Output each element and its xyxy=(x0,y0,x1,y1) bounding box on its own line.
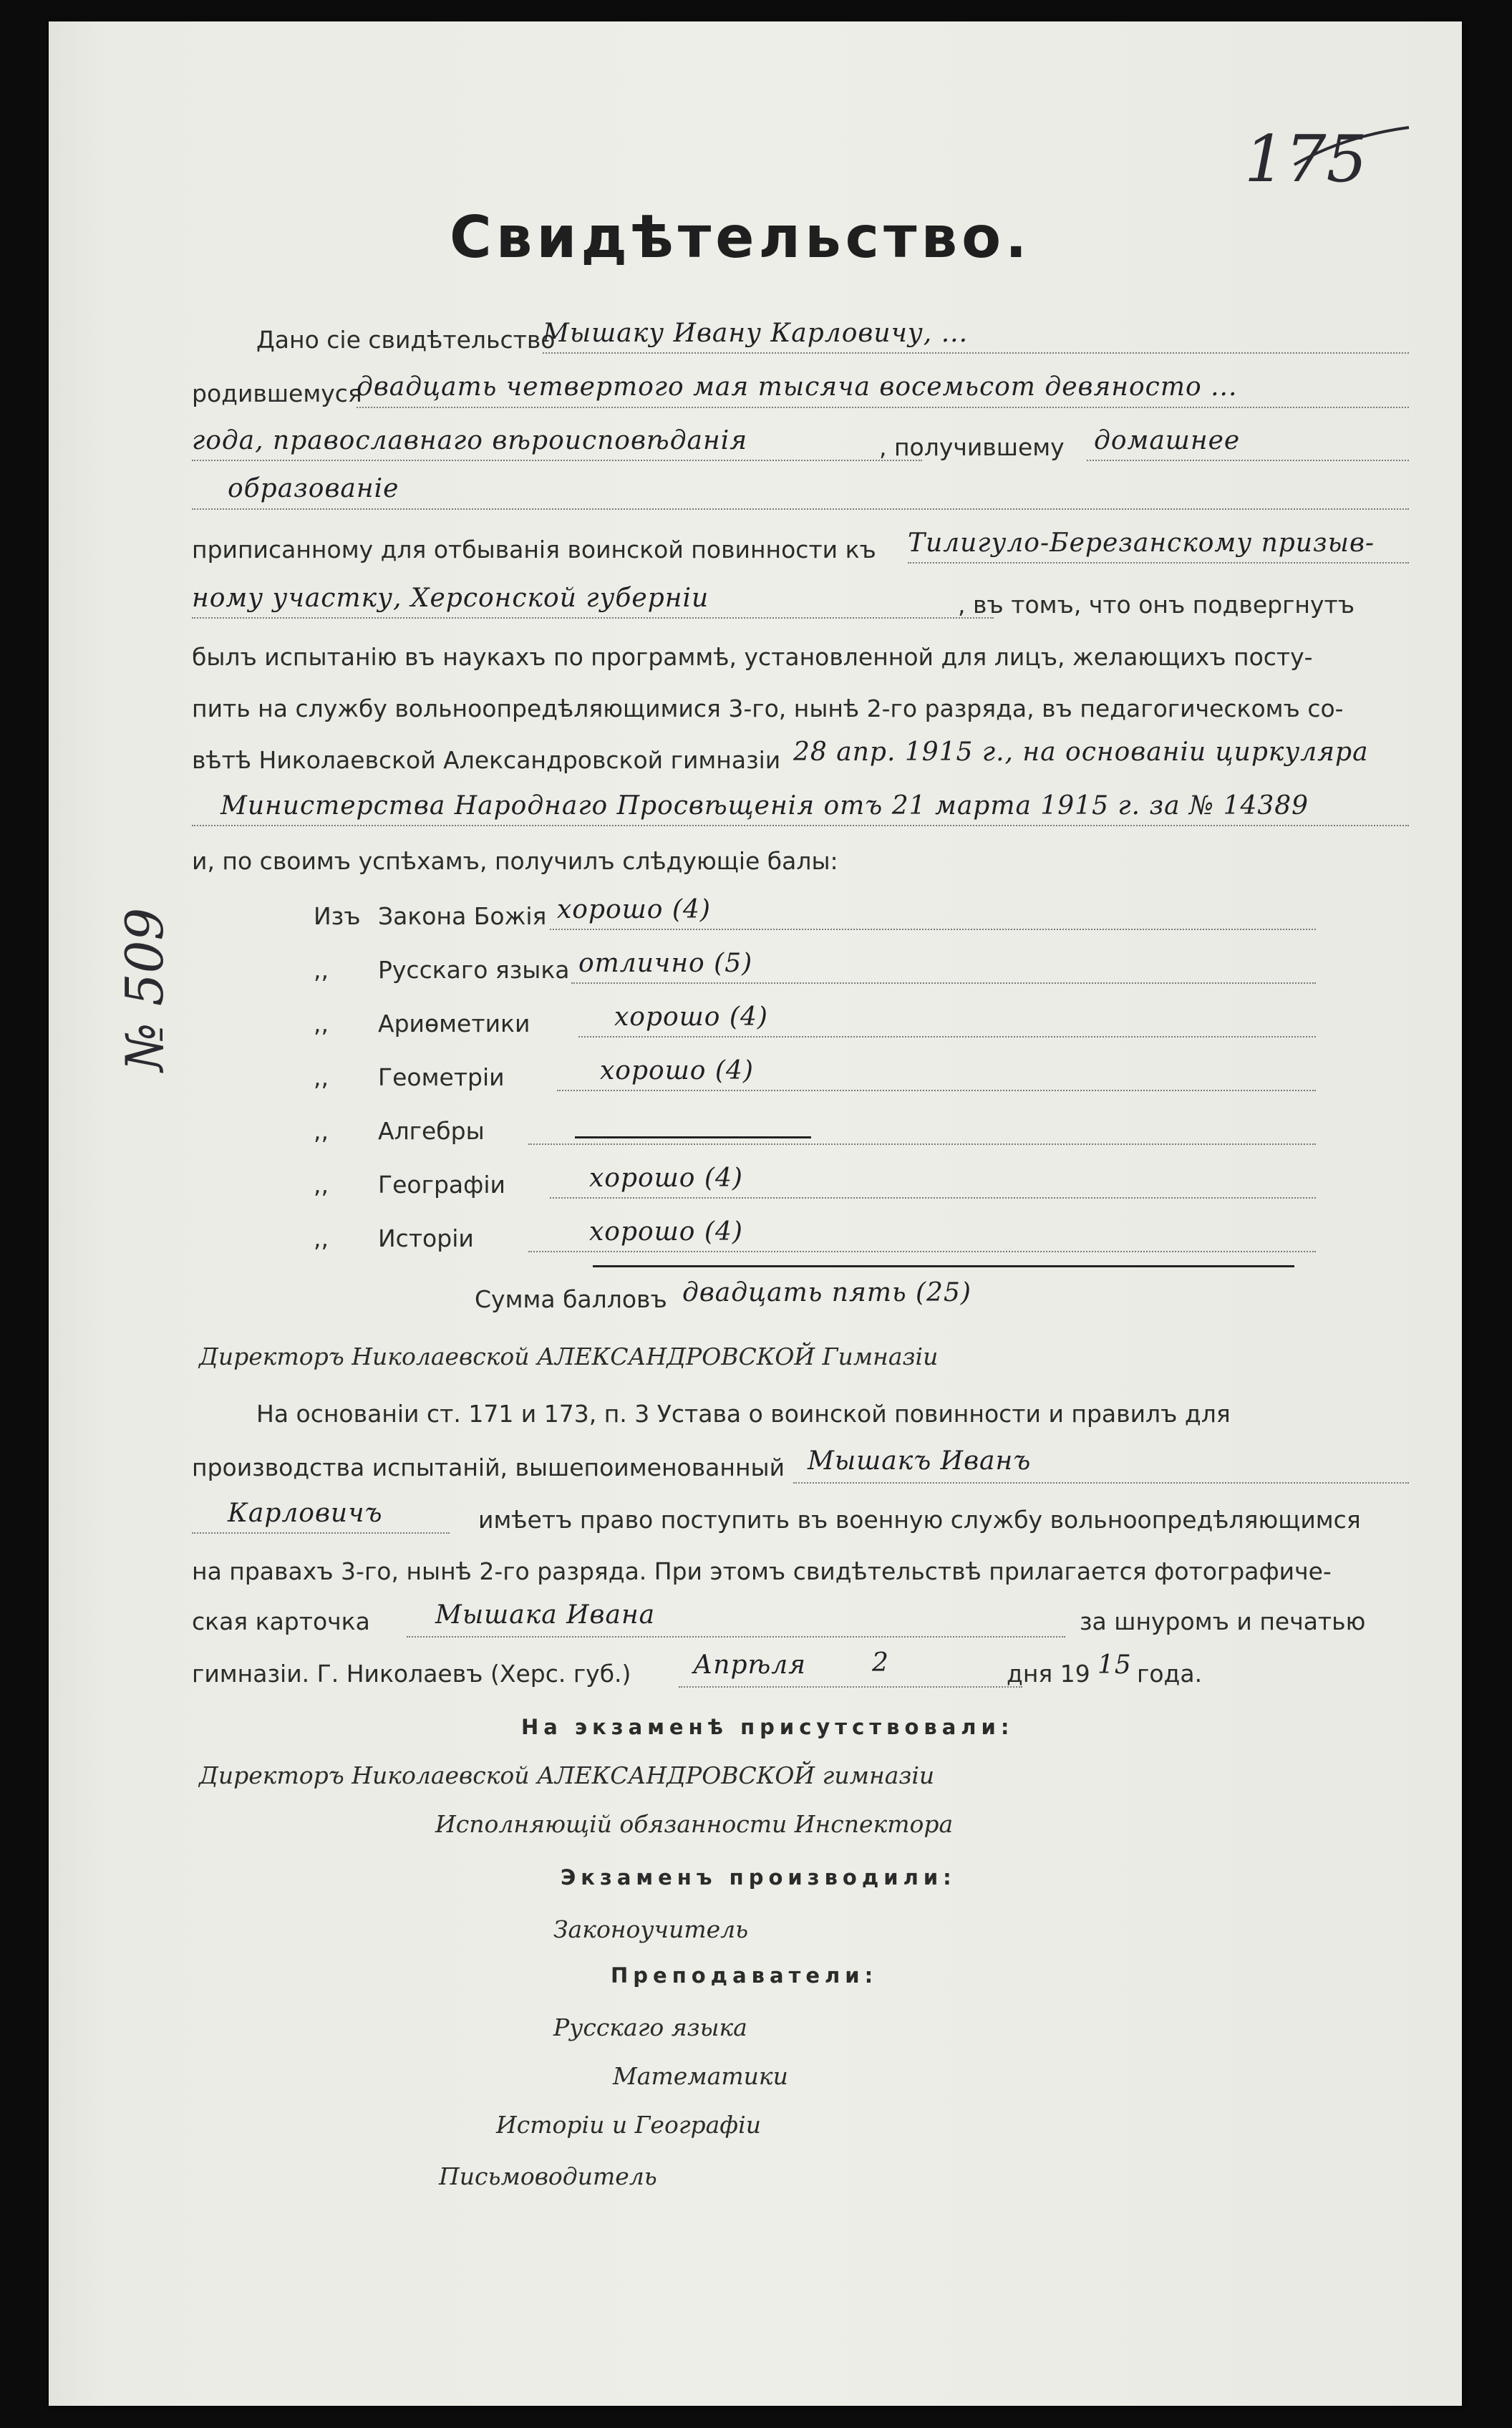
grade-prefix: ,, xyxy=(314,1224,329,1252)
education-value: домашнее xyxy=(1094,426,1241,455)
document-title: Свидѣтельство. xyxy=(450,204,1032,271)
dotted-line xyxy=(543,352,1409,354)
candidate-patronymic: Карловичъ xyxy=(228,1499,383,1528)
dotted-line xyxy=(578,1036,1316,1038)
grade-value: хорошо (4) xyxy=(614,1002,768,1032)
dotted-line xyxy=(793,1482,1409,1484)
director-line: Директоръ Николаевской АЛЕКСАНДРОВСКОЙ Гимназіи xyxy=(199,1343,939,1370)
assigned-label: приписанному для отбыванія воинской повинности къ xyxy=(192,536,876,564)
teacher-russian: Русскаго языка xyxy=(553,2013,747,2041)
grade-prefix: ,, xyxy=(314,956,329,984)
para2-line-1: На основаніи ст. 171 и 173, п. 3 Устава о воинской повинности и правилъ для xyxy=(256,1400,1231,1428)
assigned-value: Тилигуло-Березанскому призыв- xyxy=(908,528,1375,558)
dotted-line xyxy=(550,1197,1316,1199)
received-label: , получившему xyxy=(879,433,1065,461)
examiners-heading: Экзаменъ производили: xyxy=(561,1865,956,1890)
grade-prefix: ,, xyxy=(314,1171,329,1199)
grade-subject: Ариѳметики xyxy=(378,1010,530,1038)
religion-value: года, православнаго вѣроисповѣданія xyxy=(192,426,748,455)
grade-prefix: ,, xyxy=(314,1063,329,1091)
grade-subject: Исторіи xyxy=(378,1224,474,1252)
grade-prefix: Изъ xyxy=(314,902,361,930)
given-value: Мышаку Ивану Карловичу, ... xyxy=(543,319,969,348)
grade-subject: Геометріи xyxy=(378,1063,505,1091)
month-value: Апрѣля xyxy=(693,1650,807,1680)
body-line-4: былъ испытанію въ наукахъ по программѣ, установленной для лицъ, желающихъ посту- xyxy=(192,643,1313,671)
dotted-line xyxy=(192,1532,450,1534)
dotted-line xyxy=(528,1251,1316,1252)
page-number-flourish xyxy=(1287,122,1416,172)
grade-value: хорошо (4) xyxy=(557,895,711,924)
born-label: родившемуся xyxy=(192,379,362,407)
grade-subject: Закона Божія xyxy=(378,902,547,930)
ministry-circular-value: Министерства Народнаго Просвѣщенія отъ 21 марта 1915 г. за № 14389 xyxy=(220,791,1309,821)
photo-tail: за шнуромъ и печатью xyxy=(1080,1607,1366,1635)
clerk: Письмоводитель xyxy=(439,2162,657,2190)
dotted-line xyxy=(528,1143,1316,1145)
day-value: 2 xyxy=(872,1648,889,1678)
grade-prefix: ,, xyxy=(314,1117,329,1145)
dotted-line xyxy=(571,982,1316,984)
algebra-dash xyxy=(575,1136,811,1138)
grade-subject: Алгебры xyxy=(378,1117,485,1145)
sum-label: Сумма балловъ xyxy=(475,1285,667,1313)
photo-owner: Мышака Ивана xyxy=(435,1600,656,1630)
grade-row xyxy=(314,999,1316,1049)
dotted-line xyxy=(679,1686,1022,1688)
given-label: Дано сіе свидѣтельство xyxy=(256,326,556,354)
dotted-line xyxy=(908,562,1409,564)
certificate-sheet xyxy=(49,21,1462,2406)
year-value: 15 xyxy=(1097,1650,1132,1680)
grade-value: хорошо (4) xyxy=(589,1217,743,1247)
teacher-math: Математики xyxy=(613,2062,788,2090)
para2-line-3-label: имѣетъ право поступить въ военную службу вольноопредѣляющимся xyxy=(478,1506,1361,1534)
exam-date-value: 28 апр. 1915 г., на основаніи циркуляра xyxy=(793,737,1369,767)
body-line-6-label: вѣтѣ Николаевской Александровской гимназіи xyxy=(192,746,781,774)
dotted-line xyxy=(407,1636,1065,1638)
law-teacher: Законоучитель xyxy=(553,1915,749,1943)
dotted-line xyxy=(192,617,994,619)
grade-row xyxy=(314,1106,1316,1156)
body-line-5: пить на службу вольноопредѣляющимися 3-го, нынѣ 2-го разряда, въ педагогическомъ со- xyxy=(192,695,1344,722)
dotted-line xyxy=(557,1090,1316,1091)
grade-value: хорошо (4) xyxy=(589,1164,743,1193)
grade-row xyxy=(314,945,1316,995)
grade-row xyxy=(314,1160,1316,1210)
para2-line-4: на правахъ 3-го, нынѣ 2-го разряда. При этомъ свидѣтельствѣ прилагается фотографиче- xyxy=(192,1557,1332,1585)
dotted-line xyxy=(192,825,1409,826)
para2-line-2-label: производства испытаній, вышепоименованный xyxy=(192,1454,785,1481)
day-label: дня 19 xyxy=(1007,1660,1090,1688)
dotted-line xyxy=(357,407,1409,408)
present-director: Директоръ Николаевской АЛЕКСАНДРОВСКОЙ гимназіи xyxy=(199,1761,935,1789)
stamp-number-box xyxy=(106,881,213,1095)
assigned-value-2: ному участку, Херсонской губерніи xyxy=(192,584,709,613)
dotted-line xyxy=(550,929,1316,930)
dotted-line xyxy=(192,508,1409,510)
grade-prefix: ,, xyxy=(314,1010,329,1038)
grade-row xyxy=(314,891,1316,942)
stamp-number: № 509 xyxy=(115,907,175,1072)
grade-value: отлично (5) xyxy=(578,949,753,978)
city-label: гимназіи. Г. Николаевъ (Херс. губ.) xyxy=(192,1660,631,1688)
grade-subject: Географіи xyxy=(378,1171,505,1199)
teacher-history: Исторіи и Географіи xyxy=(496,2111,761,2139)
line3-tail: , въ томъ, что онъ подвергнутъ xyxy=(958,591,1355,619)
dotted-line xyxy=(1087,460,1409,461)
present-inspector: Исполняющій обязанности Инспектора xyxy=(435,1810,954,1838)
year-label: года. xyxy=(1137,1660,1203,1688)
born-value: двадцать четвертого мая тысяча восемьсот девяносто ... xyxy=(357,372,1238,402)
grades-total-rule xyxy=(593,1265,1294,1267)
teachers-heading: Преподаватели: xyxy=(611,1963,878,1988)
dotted-line xyxy=(192,460,922,461)
page-number: 175 xyxy=(1244,122,1367,197)
grade-value: хорошо (4) xyxy=(600,1056,754,1085)
candidate-name: Мышакъ Иванъ xyxy=(808,1446,1032,1476)
grade-row xyxy=(314,1214,1316,1264)
body-line-8: и, по своимъ успѣхамъ, получилъ слѣдующіе балы: xyxy=(192,847,838,875)
grade-row xyxy=(314,1053,1316,1103)
education-value-2: образованіе xyxy=(228,474,399,503)
sum-value: двадцать пять (25) xyxy=(682,1278,971,1307)
photo-label: ская карточка xyxy=(192,1607,370,1635)
present-heading: На экзаменѣ присутствовали: xyxy=(521,1715,1014,1739)
grade-subject: Русскаго языка xyxy=(378,956,570,984)
